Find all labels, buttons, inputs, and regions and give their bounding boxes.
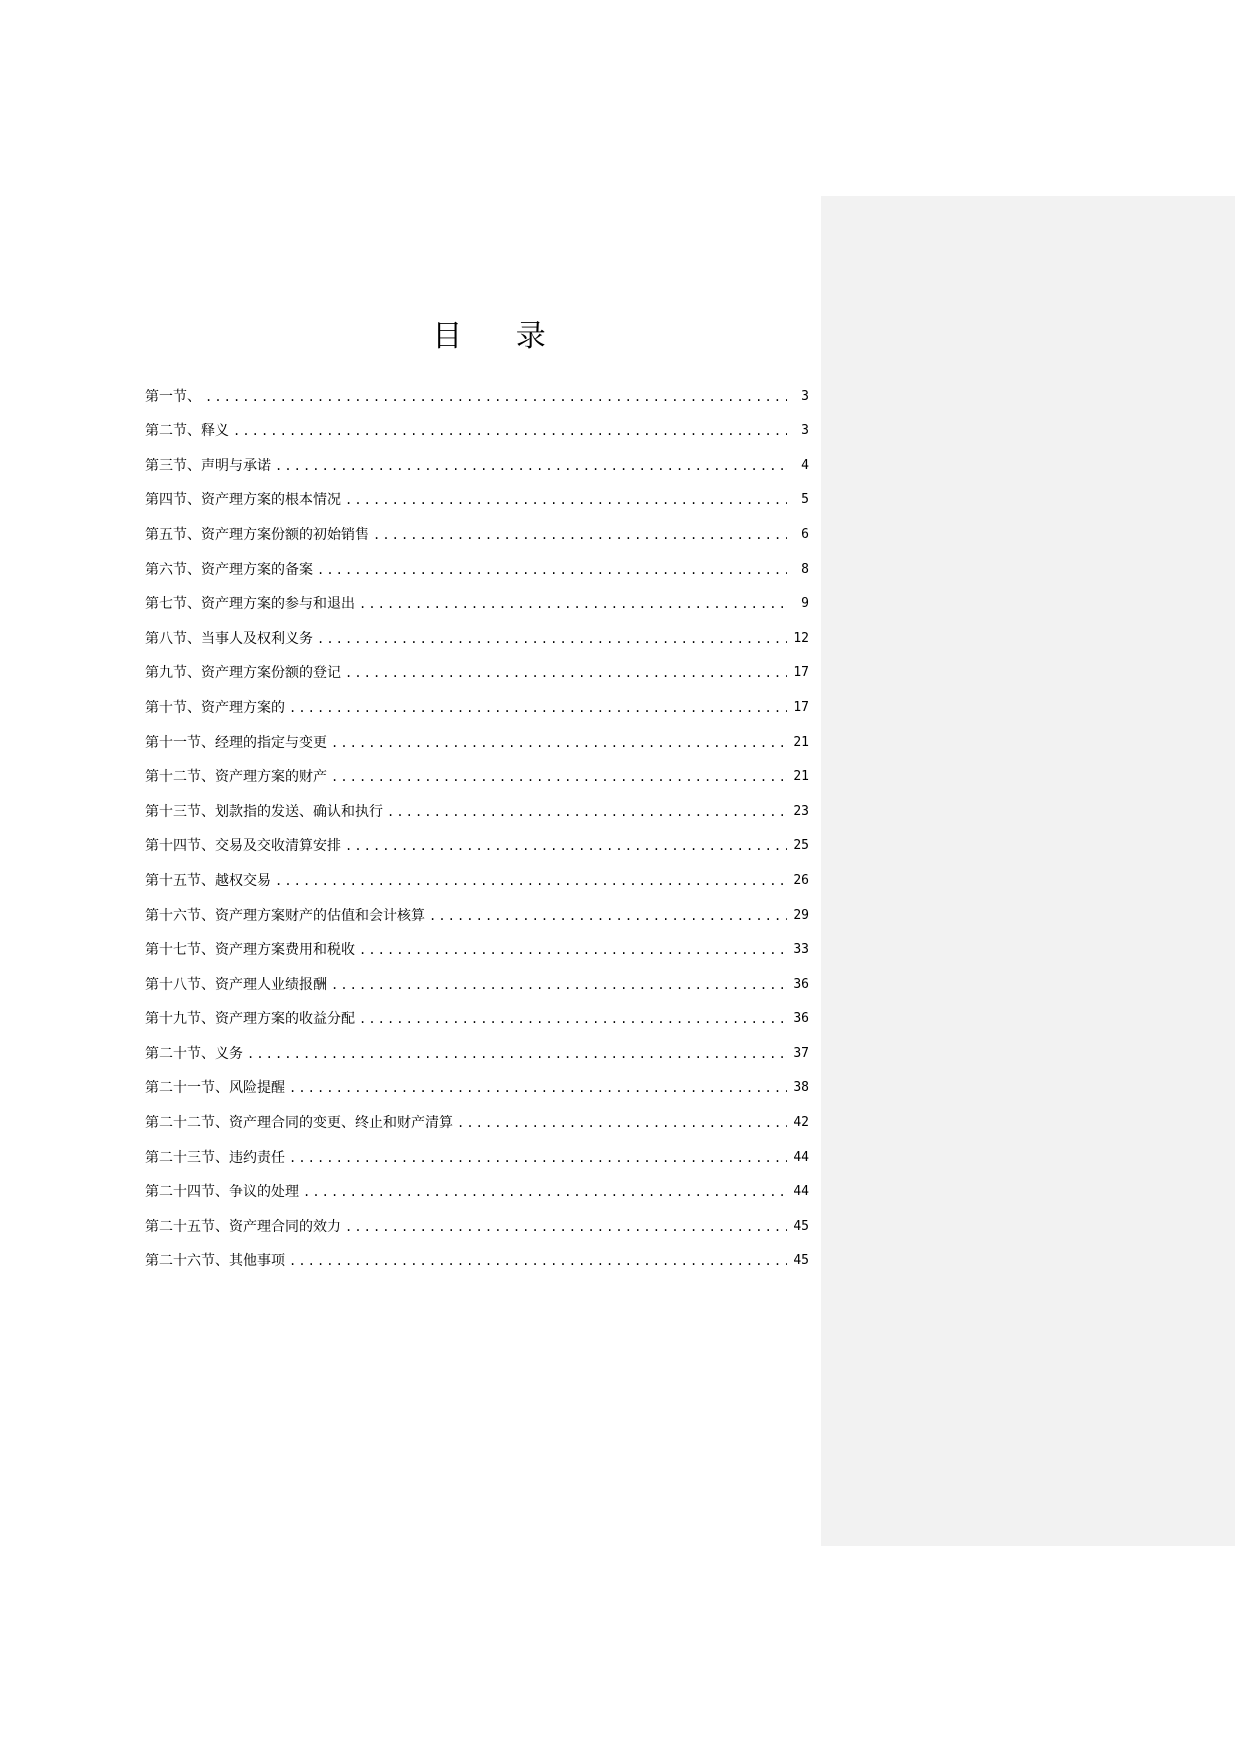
toc-entry-label: 第二十六节、其他事项 bbox=[145, 1253, 285, 1270]
toc-entry-page-number: 17 bbox=[793, 665, 809, 681]
toc-dot-leader bbox=[289, 1148, 787, 1168]
toc-entry[interactable] bbox=[145, 753, 809, 788]
toc-dot-leader bbox=[275, 871, 787, 891]
toc-entry[interactable] bbox=[145, 960, 809, 995]
toc-entry-label: 第五节、资产理方案份额的初始销售 bbox=[145, 526, 369, 543]
toc-dot-leader bbox=[373, 525, 787, 545]
toc-dot-leader bbox=[359, 594, 787, 614]
toc-dot-leader bbox=[289, 1078, 787, 1098]
toc-entry[interactable] bbox=[145, 1133, 809, 1168]
toc-dot-leader bbox=[345, 836, 787, 856]
toc-entry[interactable] bbox=[145, 683, 809, 718]
toc-entry-page-number: 21 bbox=[793, 769, 809, 785]
toc-entry[interactable] bbox=[145, 1237, 809, 1272]
toc-entry[interactable] bbox=[145, 822, 809, 857]
toc-entry[interactable] bbox=[145, 649, 809, 684]
toc-entry-page-number: 36 bbox=[793, 1011, 809, 1027]
toc-dot-leader bbox=[457, 1113, 787, 1133]
toc-entry-label: 第二十一节、风险提醒 bbox=[145, 1080, 285, 1097]
toc-entry-label: 第二节、释义 bbox=[145, 423, 229, 440]
toc-entry[interactable] bbox=[145, 510, 809, 545]
toc-entry-page-number: 17 bbox=[793, 699, 809, 715]
toc-entry-label: 第十四节、交易及交收清算安排 bbox=[145, 838, 341, 855]
toc-dot-leader bbox=[317, 629, 787, 649]
toc-entry[interactable] bbox=[145, 995, 809, 1030]
toc-entry-label: 第二十三节、违约责任 bbox=[145, 1149, 285, 1166]
toc-entry-label: 第一节、 bbox=[145, 388, 201, 405]
toc-entry-label: 第十一节、经理的指定与变更 bbox=[145, 734, 327, 751]
toc-entry-label: 第四节、资产理方案的根本情况 bbox=[145, 492, 341, 509]
toc-entry[interactable] bbox=[145, 614, 809, 649]
toc-entry[interactable] bbox=[145, 787, 809, 822]
toc-entry-label: 第二十四节、争议的处理 bbox=[145, 1184, 299, 1201]
toc-entry-label: 第二十节、义务 bbox=[145, 1045, 243, 1062]
toc-entry-label: 第十八节、资产理人业绩报酬 bbox=[145, 976, 327, 993]
toc-entry[interactable] bbox=[145, 1098, 809, 1133]
toc-dot-leader bbox=[247, 1044, 787, 1064]
toc-list bbox=[145, 372, 809, 1271]
toc-entry-page-number: 6 bbox=[801, 526, 809, 542]
toc-entry-page-number: 37 bbox=[793, 1045, 809, 1061]
toc-entry-page-number: 3 bbox=[801, 423, 809, 439]
toc-entry-page-number: 45 bbox=[793, 1253, 809, 1269]
toc-entry-page-number: 42 bbox=[793, 1115, 809, 1131]
toc-entry-label: 第十五节、越权交易 bbox=[145, 872, 271, 889]
toc-entry[interactable] bbox=[145, 1029, 809, 1064]
toc-entry[interactable] bbox=[145, 476, 809, 511]
toc-dot-leader bbox=[233, 421, 787, 441]
toc-entry[interactable] bbox=[145, 1064, 809, 1099]
toc-dot-leader bbox=[331, 975, 787, 995]
toc-entry[interactable] bbox=[145, 545, 809, 580]
toc-dot-leader bbox=[345, 1217, 787, 1237]
toc-entry-page-number: 3 bbox=[801, 388, 809, 404]
toc-title: 目 录 bbox=[432, 319, 568, 354]
toc-entry[interactable] bbox=[145, 718, 809, 753]
toc-dot-leader bbox=[359, 940, 787, 960]
toc-dot-leader bbox=[205, 387, 787, 407]
toc-entry-page-number: 44 bbox=[793, 1184, 809, 1200]
toc-entry-label: 第七节、资产理方案的参与和退出 bbox=[145, 596, 355, 613]
toc-entry-page-number: 25 bbox=[793, 838, 809, 854]
toc-entry-page-number: 9 bbox=[801, 596, 809, 612]
toc-entry-label: 第二十二节、资产理合同的变更、终止和财产清算 bbox=[145, 1115, 453, 1132]
toc-entry[interactable] bbox=[145, 580, 809, 615]
toc-dot-leader bbox=[331, 733, 787, 753]
toc-dot-leader bbox=[359, 1009, 787, 1029]
toc-entry-page-number: 21 bbox=[793, 734, 809, 750]
toc-dot-leader bbox=[345, 490, 787, 510]
toc-entry-page-number: 36 bbox=[793, 976, 809, 992]
toc-dot-leader bbox=[289, 1251, 787, 1271]
toc-entry[interactable] bbox=[145, 407, 809, 442]
toc-entry[interactable] bbox=[145, 891, 809, 926]
toc-entry[interactable] bbox=[145, 1168, 809, 1203]
toc-entry-label: 第十三节、划款指的发送、确认和执行 bbox=[145, 803, 383, 820]
toc-dot-leader bbox=[275, 456, 787, 476]
toc-dot-leader bbox=[345, 663, 787, 683]
toc-entry[interactable] bbox=[145, 441, 809, 476]
toc-entry-page-number: 38 bbox=[793, 1080, 809, 1096]
toc-entry-page-number: 4 bbox=[801, 457, 809, 473]
toc-entry-label: 第三节、声明与承诺 bbox=[145, 457, 271, 474]
toc-entry-page-number: 45 bbox=[793, 1218, 809, 1234]
toc-entry-label: 第十二节、资产理方案的财产 bbox=[145, 769, 327, 786]
toc-entry-label: 第九节、资产理方案份额的登记 bbox=[145, 665, 341, 682]
toc-entry-label: 第六节、资产理方案的备案 bbox=[145, 561, 313, 578]
toc-dot-leader bbox=[331, 767, 787, 787]
toc-entry[interactable] bbox=[145, 372, 809, 407]
toc-dot-leader bbox=[317, 560, 787, 580]
toc-entry-page-number: 5 bbox=[801, 492, 809, 508]
toc-entry-page-number: 23 bbox=[793, 803, 809, 819]
toc-entry-page-number: 33 bbox=[793, 942, 809, 958]
toc-entry-page-number: 44 bbox=[793, 1149, 809, 1165]
toc-dot-leader bbox=[303, 1182, 787, 1202]
toc-entry[interactable] bbox=[145, 926, 809, 961]
toc-entry-label: 第十节、资产理方案的 bbox=[145, 699, 285, 716]
toc-entry-page-number: 26 bbox=[793, 872, 809, 888]
toc-entry-page-number: 29 bbox=[793, 907, 809, 923]
toc-dot-leader bbox=[429, 906, 787, 926]
toc-entry[interactable] bbox=[145, 1202, 809, 1237]
comment-pane bbox=[821, 196, 1235, 1546]
toc-entry-label: 第八节、当事人及权利义务 bbox=[145, 630, 313, 647]
toc-entry-label: 第十七节、资产理方案费用和税收 bbox=[145, 942, 355, 959]
toc-dot-leader bbox=[387, 802, 787, 822]
toc-entry-page-number: 12 bbox=[793, 630, 809, 646]
toc-entry[interactable] bbox=[145, 856, 809, 891]
toc-entry-label: 第十九节、资产理方案的收益分配 bbox=[145, 1011, 355, 1028]
toc-dot-leader bbox=[289, 698, 787, 718]
toc-entry-label: 第十六节、资产理方案财产的估值和会计核算 bbox=[145, 907, 425, 924]
toc-entry-label: 第二十五节、资产理合同的效力 bbox=[145, 1218, 341, 1235]
toc-entry-page-number: 8 bbox=[801, 561, 809, 577]
